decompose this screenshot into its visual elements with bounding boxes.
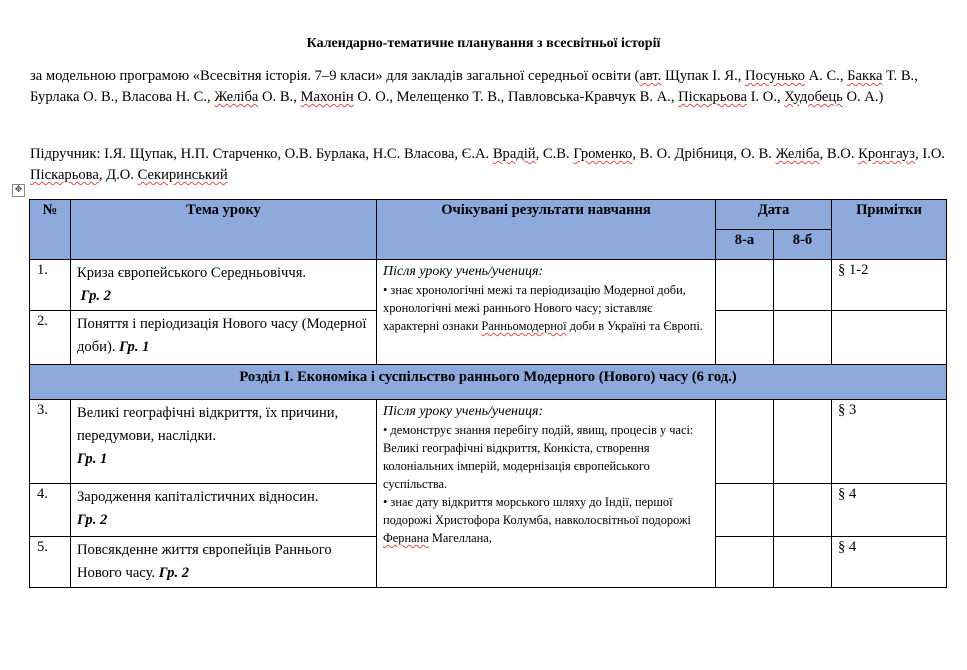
results-text-2: • знає дату відкриття морського шляху до Індії, першої подорожі Христофора Колумба, навколосвітньої подорожі [383,495,691,527]
row-note: § 1-2 [832,260,947,311]
topic-text: Криза європейського Середньовіччя. [77,265,307,281]
text-segment: , Д.О. [98,167,138,183]
page-title: Календарно-тематичне планування з всесвітньої історії [306,36,661,51]
text-segment: І. О., [746,89,785,105]
topic-text: Поняття і періодизація Нового часу (Модерної доби). [77,316,367,355]
header-notes: Примітки [832,200,947,260]
flagged-word: Секиринський [137,167,228,183]
flagged-word: Кронгауз [858,146,916,162]
results-text: • знає хронологічні межі та періодизацію Модерної доби, хронологічні межі раннього Нового часу; зіставляє характерні ознаки [383,283,686,333]
flagged-word: Піскарьова [30,167,99,183]
text-segment: О. О., Мелещенко Т. В., Павловська-Кравчук В. А., [353,89,679,105]
group-label: Гр. 2 [77,512,108,528]
date-8b-cell[interactable] [774,484,832,537]
topic-text: Великі географічні відкриття, їх причини, передумови, наслідки. [77,405,339,444]
flagged-word: Бакка [847,68,883,84]
flagged-word: Посунько [745,68,805,84]
flagged-word: Піскарьова [678,89,747,105]
text-segment: за модельною програмою «Всесвітня історія. 7–9 класи» для закладів загальної середньої освіти ( [30,68,640,84]
row-num: 3. [30,400,71,484]
date-8a-cell[interactable] [716,537,774,588]
flagged-word: Громенко [573,146,633,162]
text-segment: О. А.) [842,89,884,105]
row-topic [71,537,377,588]
row-topic [71,400,377,484]
text-segment: , С.В. [535,146,574,162]
text-segment: , В.О. [819,146,859,162]
results-cell [377,260,716,365]
results-text-end: доби в Україні та Європі. [566,319,703,333]
topic-text: Зародження капіталістичних відносин. [77,489,319,505]
header-topic: Тема уроку [71,200,377,260]
header-date: Дата [716,200,832,230]
planning-table [29,199,947,588]
group-label: Гр. 1 [119,339,150,355]
flagged-word: авт. [639,68,662,84]
date-8b-cell[interactable] [774,260,832,311]
date-8a-cell[interactable] [716,311,774,365]
row-num: 2. [30,311,71,365]
row-note: § 3 [832,400,947,484]
text-segment: , В. О. Дрібниця, О. В. [632,146,776,162]
row-note: § 4 [832,484,947,537]
row-num: 1. [30,260,71,311]
text-segment: О. В., [258,89,301,105]
table-row [30,400,947,484]
group-label: Гр. 1 [77,451,108,467]
results-intro: Після уроку учень/учениця: [383,404,544,419]
section-row [30,365,947,400]
row-topic [71,484,377,537]
row-num: 5. [30,537,71,588]
section-title: Розділ І. Економіка і суспільство раннього Модерного (Нового) часу (6 год.) [30,365,947,400]
text-segment: Т. В., Бурлака О. В., Власова Н. С., [30,68,918,105]
flagged-word: Желіба [214,89,259,105]
textbook-paragraph [30,144,950,186]
header-results: Очікувані результати навчання [377,200,716,260]
flagged-word: Худобець [784,89,843,105]
row-topic [71,260,377,311]
header-class-b: 8-б [774,230,832,260]
topic-text: Повсякденне життя європейців Раннього Нового часу. [77,542,332,581]
row-note: § 4 [832,537,947,588]
results-intro: Після уроку учень/учениця: [383,264,544,279]
results-cell [377,400,716,588]
text-segment: Підручник: І.Я. Щупак, Н.П. Старченко, О.В. Бурлака, Н.С. Власова, Є.А. [30,146,493,162]
results-term: Ранньомодерної [481,319,567,333]
text-segment: Щупак І. Я., [661,68,746,84]
date-8b-cell[interactable] [774,400,832,484]
row-topic [71,311,377,365]
row-note [832,311,947,365]
table-move-handle-icon[interactable]: ✥ [12,184,25,197]
table-row [30,260,947,311]
text-segment: А. С., [804,68,848,84]
flagged-word: Махонін [300,89,354,105]
text-segment: , І.О. [915,146,946,162]
results-text-end: Магеллана, [428,531,492,545]
date-8b-cell[interactable] [774,311,832,365]
row-num: 4. [30,484,71,537]
header-class-a: 8-а [716,230,774,260]
date-8b-cell[interactable] [774,537,832,588]
date-8a-cell[interactable] [716,260,774,311]
results-term: Фернана [383,531,429,545]
flagged-word: Желіба [775,146,820,162]
date-8a-cell[interactable] [716,400,774,484]
group-label: Гр. 2 [158,565,190,581]
header-num: № [30,200,71,260]
program-paragraph [30,66,950,108]
date-8a-cell[interactable] [716,484,774,537]
group-label: Гр. 2 [80,288,111,304]
flagged-word: Врадій [492,146,536,162]
results-text: • демонструє знання перебігу подій, явищ, процесів у часі: Великі географічні відкриття, Конкіста, створення колоніальних імперій, модернізація європейського суспільства. [383,423,694,491]
